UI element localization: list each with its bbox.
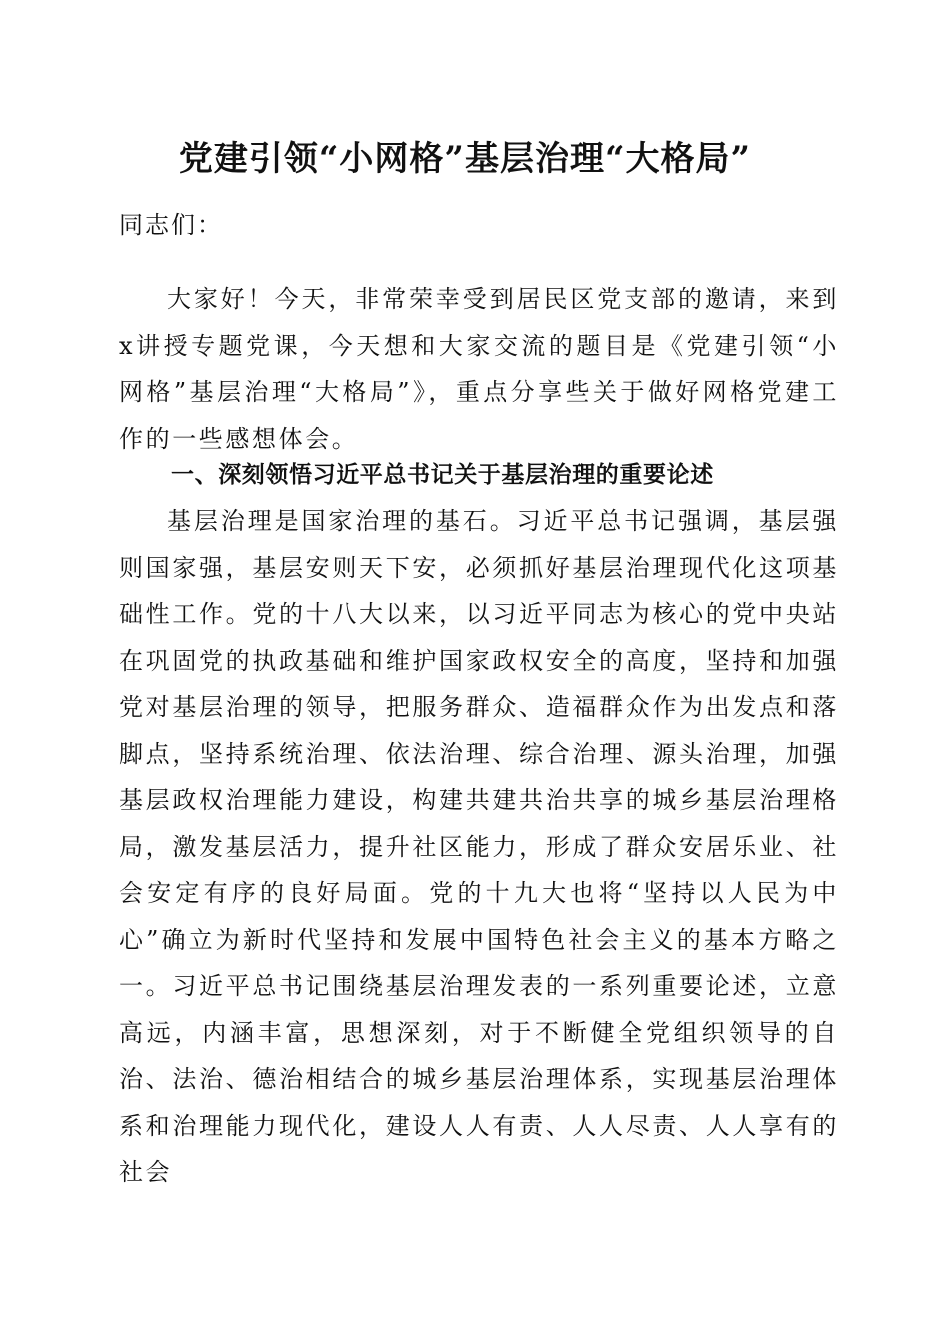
paragraph-intro: 大家好！今天，非常荣幸受到居民区党支部的邀请，来到x讲授专题党课，今天想和大家交流的题目是《党建引领“小网格”基层治理“大格局”》，重点分享些关于做好网格党建工作的一些感想体会。 <box>119 285 839 453</box>
document-title: 党建引领“小网格”基层治理“大格局” <box>178 139 752 179</box>
paragraph-body: 基层治理是国家治理的基石。习近平总书记强调，基层强则国家强，基层安则天下安，必须抓好基层治理现代化这项基础性工作。党的十八大以来，以习近平同志为核心的党中央站在巩固党的执政基础和维护国家政权安全的高度，坚持和加强党对基层治理的领导，把服务群众、造福群众作为出发点和落脚点，坚持系统治理、依法治理、综合治理、源头治理，加强基层政权治理能力建设，构建共建共治共享的城乡基层治理格局，激发基层活力，提升社区能力，形成了群众安居乐业、社会安定有序的良好局面。党的十九大也将“坚持以人民为中心”确立为新时代坚持和发展中国特色社会主义的基本方略之一。习近平总书记围绕基层治理发表的一系列重要论述，立意高远，内涵丰富，思想深刻，对于不断健全党组织领导的自治、法治、德治相结合的城乡基层治理体系，实现基层治理体系和治理能力现代化，建设人人有责、人人尽责、人人享有的社会 <box>119 507 839 1186</box>
section-heading: 一、深刻领悟习近平总书记关于基层治理的重要论述 <box>171 462 714 488</box>
salutation: 同志们： <box>119 211 223 239</box>
